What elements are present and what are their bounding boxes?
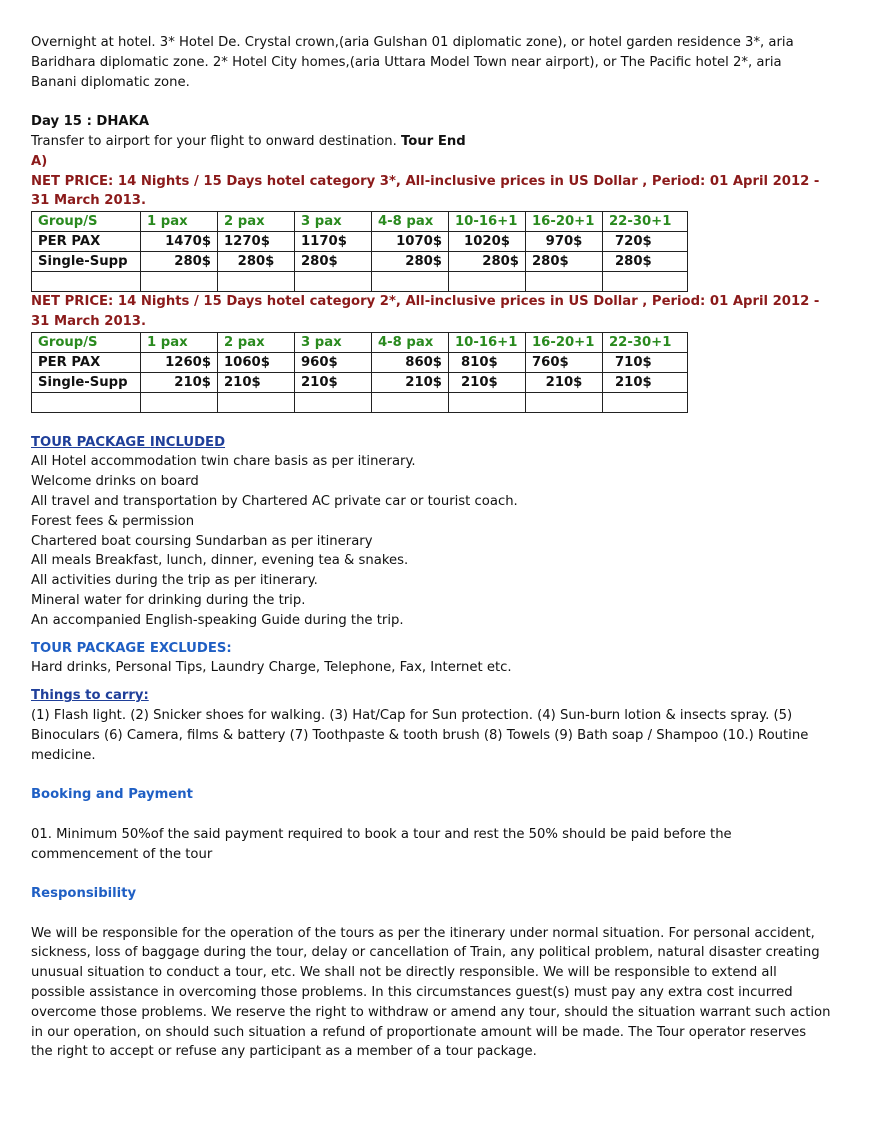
table-cell: 1260$ bbox=[141, 352, 218, 372]
table-header-cell: 1 pax bbox=[141, 332, 218, 352]
list-item: Welcome drinks on board bbox=[31, 474, 199, 490]
intro-line: Overnight at hotel. 3* Hotel De. Crystal crown,(aria Gulshan 01 diplomatic zone), or hotel garden residence 3*, aria bbox=[31, 35, 794, 50]
responsibility-line: overcome those problems. We reserve the right to withdraw or amend any tour, should the situation warrant such action bbox=[31, 1004, 831, 1020]
carry-line: Binoculars (6) Camera, films & battery (7) Toothpaste & tooth brush (8) Towels (9) Bath soap / Shampoo (10.) Routine bbox=[31, 727, 809, 743]
section-a-label: A) bbox=[31, 153, 48, 169]
price-table-3star bbox=[31, 211, 688, 292]
table-cell: 210$ bbox=[449, 372, 526, 392]
table-cell: 860$ bbox=[372, 352, 449, 372]
table-cell: Single-Supp bbox=[32, 372, 141, 392]
table-cell: 210$ bbox=[141, 372, 218, 392]
price-table-2star bbox=[31, 332, 688, 413]
table-header-cell: 16-20+1 bbox=[526, 332, 603, 352]
responsibility-line: in our operation, on should such situation a refund of proportionate amount will be made. The Tour operator reserves bbox=[31, 1024, 807, 1040]
table-cell: 810$ bbox=[449, 352, 526, 372]
table-header-cell: 3 pax bbox=[295, 332, 372, 352]
table-cell: 1020$ bbox=[449, 232, 526, 252]
table-cell: 280$ bbox=[526, 252, 603, 272]
list-item: All Hotel accommodation twin chare basis as per itinerary. bbox=[31, 454, 416, 470]
table-cell: 280$ bbox=[218, 252, 295, 272]
booking-title: Booking and Payment bbox=[31, 787, 193, 803]
responsibility-line: We will be responsible for the operation of the tours as per the itinerary under normal situation. For personal accident, bbox=[31, 925, 815, 941]
table2-caption: NET PRICE: 14 Nights / 15 Days hotel category 2*, All-inclusive prices in US Dollar , Period: 01 April 2012 - bbox=[31, 294, 820, 310]
responsibility-line: possible assistance in overcoming those problems. In this circumstances guest(s) must pay any extra cost incurred bbox=[31, 985, 793, 1001]
responsibility-line: sickness, loss of baggage during the tour, delay or cancellation of Train, any political problem, natural disaster creating bbox=[31, 945, 820, 961]
table-cell: 280$ bbox=[141, 252, 218, 272]
included-title: TOUR PACKAGE INCLUDED bbox=[31, 434, 226, 450]
list-item: All meals Breakfast, lunch, dinner, evening tea & snakes. bbox=[31, 553, 409, 569]
table-cell: PER PAX bbox=[32, 232, 141, 252]
table-cell: 280$ bbox=[603, 252, 688, 272]
table-header-cell: 2 pax bbox=[218, 212, 295, 232]
table-header-row bbox=[32, 332, 688, 352]
table-cell: 960$ bbox=[295, 352, 372, 372]
table-cell: 1270$ bbox=[218, 232, 295, 252]
table-row bbox=[32, 252, 688, 272]
intro-line: Baridhara diplomatic zone. 2* Hotel City homes,(aria Uttara Model Town near airport), or The Pacific hotel 2*, aria bbox=[31, 54, 782, 70]
booking-line: 01. Minimum 50%of the said payment required to book a tour and rest the 50% should be paid before the bbox=[31, 826, 732, 842]
carry-line: (1) Flash light. (2) Snicker shoes for walking. (3) Hat/Cap for Sun protection. (4) Sun-burn lotion & insects spray. (5) bbox=[31, 707, 793, 723]
table-header-cell: 4-8 pax bbox=[372, 332, 449, 352]
table-cell: 970$ bbox=[526, 232, 603, 252]
table-header-cell: 10-16+1 bbox=[449, 332, 526, 352]
table3-caption: 31 March 2013. bbox=[31, 193, 146, 209]
table-cell: 760$ bbox=[526, 352, 603, 372]
list-item: Chartered boat coursing Sundarban as per itinerary bbox=[31, 533, 373, 549]
table-header-cell: 4-8 pax bbox=[372, 212, 449, 232]
table-header-cell: 22-30+1 bbox=[603, 212, 688, 232]
document-page bbox=[31, 33, 841, 1062]
table2-caption: 31 March 2013. bbox=[31, 313, 146, 329]
table-cell: 1470$ bbox=[141, 232, 218, 252]
intro-line: Banani diplomatic zone. bbox=[31, 74, 190, 90]
list-item: All activities during the trip as per itinerary. bbox=[31, 573, 318, 589]
carry-title: Things to carry: bbox=[31, 688, 149, 704]
table-cell: 210$ bbox=[372, 372, 449, 392]
table-row bbox=[32, 372, 688, 392]
list-item: Forest fees & permission bbox=[31, 513, 195, 529]
table-header-cell: 22-30+1 bbox=[603, 332, 688, 352]
table-cell: 710$ bbox=[603, 352, 688, 372]
table-cell: 1070$ bbox=[372, 232, 449, 252]
table-header-row bbox=[32, 212, 688, 232]
table-header-cell: Group/S bbox=[32, 212, 141, 232]
table-header-cell: 16-20+1 bbox=[526, 212, 603, 232]
excludes-title: TOUR PACKAGE EXCLUDES: bbox=[31, 640, 232, 656]
table-cell: 1170$ bbox=[295, 232, 372, 252]
table-row-empty bbox=[32, 392, 688, 412]
list-item: All travel and transportation by Chartered AC private car or tourist coach. bbox=[31, 493, 518, 509]
day15-title: Day 15 : DHAKA bbox=[31, 114, 150, 130]
table-cell: 280$ bbox=[449, 252, 526, 272]
table-header-cell: 3 pax bbox=[295, 212, 372, 232]
carry-line: medicine. bbox=[31, 747, 96, 763]
table-cell: 280$ bbox=[295, 252, 372, 272]
table-cell: 1060$ bbox=[218, 352, 295, 372]
table-cell: Single-Supp bbox=[32, 252, 141, 272]
tour-end-label: Tour End bbox=[401, 133, 466, 149]
list-item: Mineral water for drinking during the trip. bbox=[31, 592, 306, 608]
table-header-cell: Group/S bbox=[32, 332, 141, 352]
table-cell: 210$ bbox=[526, 372, 603, 392]
booking-line: commencement of the tour bbox=[31, 846, 213, 862]
day15-text: Transfer to airport for your flight to onward destination. Tour End bbox=[31, 133, 466, 149]
table-cell: PER PAX bbox=[32, 352, 141, 372]
table-row bbox=[32, 232, 688, 252]
table-cell: 210$ bbox=[603, 372, 688, 392]
responsibility-line: the right to accept or refuse any participant as a member of a tour package. bbox=[31, 1044, 537, 1060]
table-row-empty bbox=[32, 272, 688, 292]
table-cell: 210$ bbox=[218, 372, 295, 392]
table3-caption: NET PRICE: 14 Nights / 15 Days hotel category 3*, All-inclusive prices in US Dollar , Period: 01 April 2012 - bbox=[31, 173, 820, 189]
table-header-cell: 2 pax bbox=[218, 332, 295, 352]
table-cell: 720$ bbox=[603, 232, 688, 252]
table-header-cell: 10-16+1 bbox=[449, 212, 526, 232]
list-item: An accompanied English-speaking Guide during the trip. bbox=[31, 612, 404, 628]
excludes-text: Hard drinks, Personal Tips, Laundry Charge, Telephone, Fax, Internet etc. bbox=[31, 660, 512, 676]
responsibility-title: Responsibility bbox=[31, 886, 137, 902]
table-cell: 280$ bbox=[372, 252, 449, 272]
table-header-cell: 1 pax bbox=[141, 212, 218, 232]
table-row bbox=[32, 352, 688, 372]
responsibility-line: unusual situation to conduct a tour, etc. We shall not be directly responsible. We will be responsible to extend all bbox=[31, 965, 777, 981]
table-cell: 210$ bbox=[295, 372, 372, 392]
